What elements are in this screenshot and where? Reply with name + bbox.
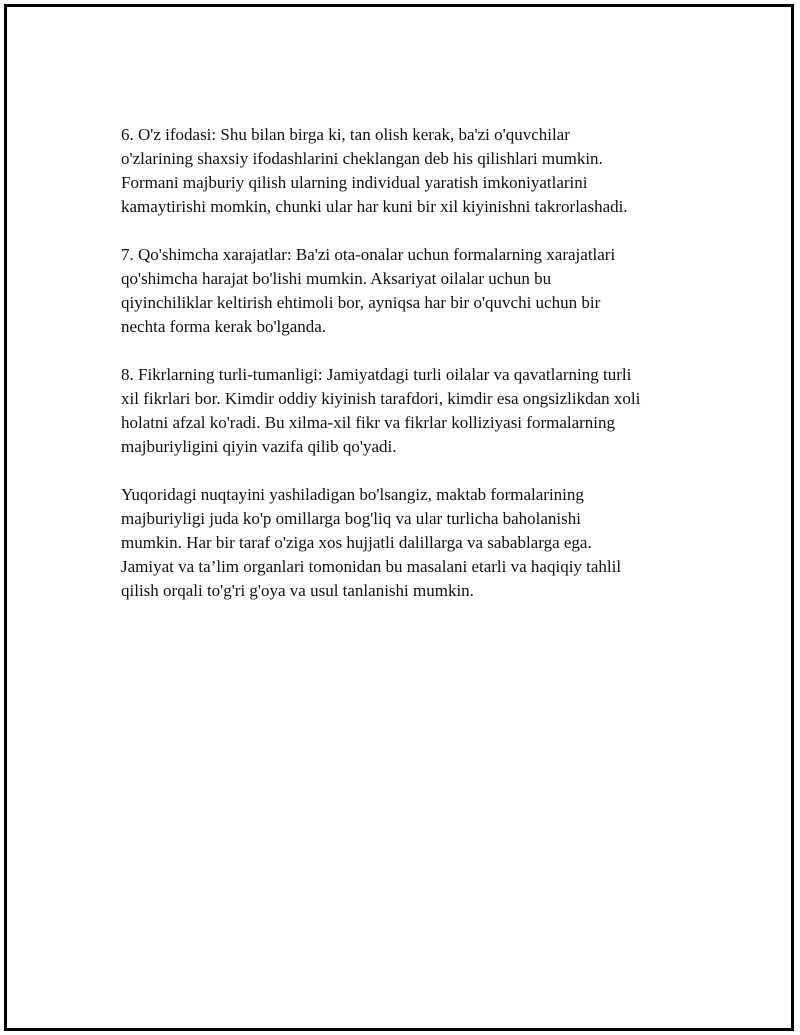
- paragraph-conclusion: [121, 483, 691, 603]
- text-line: majburiyligi juda ko'p omillarga bog'liq va ular turlicha baholanishi: [121, 509, 581, 528]
- text-line: holatni afzal ko'radi. Bu xilma-xil fikr va fikrlar kolliziyasi formalarning: [121, 413, 616, 432]
- text-line: qilish orqali to'g'ri g'oya va usul tanlanishi mumkin.: [121, 581, 474, 600]
- text-line: mumkin. Har bir taraf o'ziga xos hujjatli dalillarga va sabablarga ega.: [121, 533, 592, 552]
- paragraph-additional-costs: [121, 243, 691, 339]
- text-line: o'zlarining shaxsiy ifodashlarini cheklangan deb his qilishlari mumkin.: [121, 149, 603, 168]
- text-line: qiyinchiliklar keltirish ehtimoli bor, ayniqsa har bir o'quvchi uchun bir: [121, 293, 601, 312]
- text-line: 6. O'z ifodasi: Shu bilan birga ki, tan olish kerak, ba'zi o'quvchilar: [121, 125, 570, 144]
- text-line: xil fikrlari bor. Kimdir oddiy kiyinish tarafdori, kimdir esa ongsizlikdan xoli: [121, 389, 641, 408]
- paragraph-diversity-of-opinions: [121, 363, 691, 459]
- text-line: majburiyligini qiyin vazifa qilib qo'yadi.: [121, 437, 397, 456]
- paragraph-self-expression: [121, 123, 691, 219]
- text-line: qo'shimcha harajat bo'lishi mumkin. Aksariyat oilalar uchun bu: [121, 269, 552, 288]
- text-line: Jamiyat va ta’lim organlari tomonidan bu masalani etarli va haqiqiy tahlil: [121, 557, 622, 576]
- text-line: Formani majburiy qilish ularning individual yaratish imkoniyatlarini: [121, 173, 588, 192]
- text-line: Yuqoridagi nuqtayini yashiladigan bo'lsangiz, maktab formalarining: [121, 485, 584, 504]
- page-frame: [4, 4, 794, 1031]
- document-body: [121, 123, 691, 627]
- text-line: kamaytirishi momkin, chunki ular har kuni bir xil kiyinishni takrorlashadi.: [121, 197, 628, 216]
- text-line: 8. Fikrlarning turli-tumanligi: Jamiyatdagi turli oilalar va qavatlarning turli: [121, 365, 632, 384]
- text-line: nechta forma kerak bo'lganda.: [121, 317, 327, 336]
- text-line: 7. Qo'shimcha xarajatlar: Ba'zi ota-onalar uchun formalarning xarajatlari: [121, 245, 616, 264]
